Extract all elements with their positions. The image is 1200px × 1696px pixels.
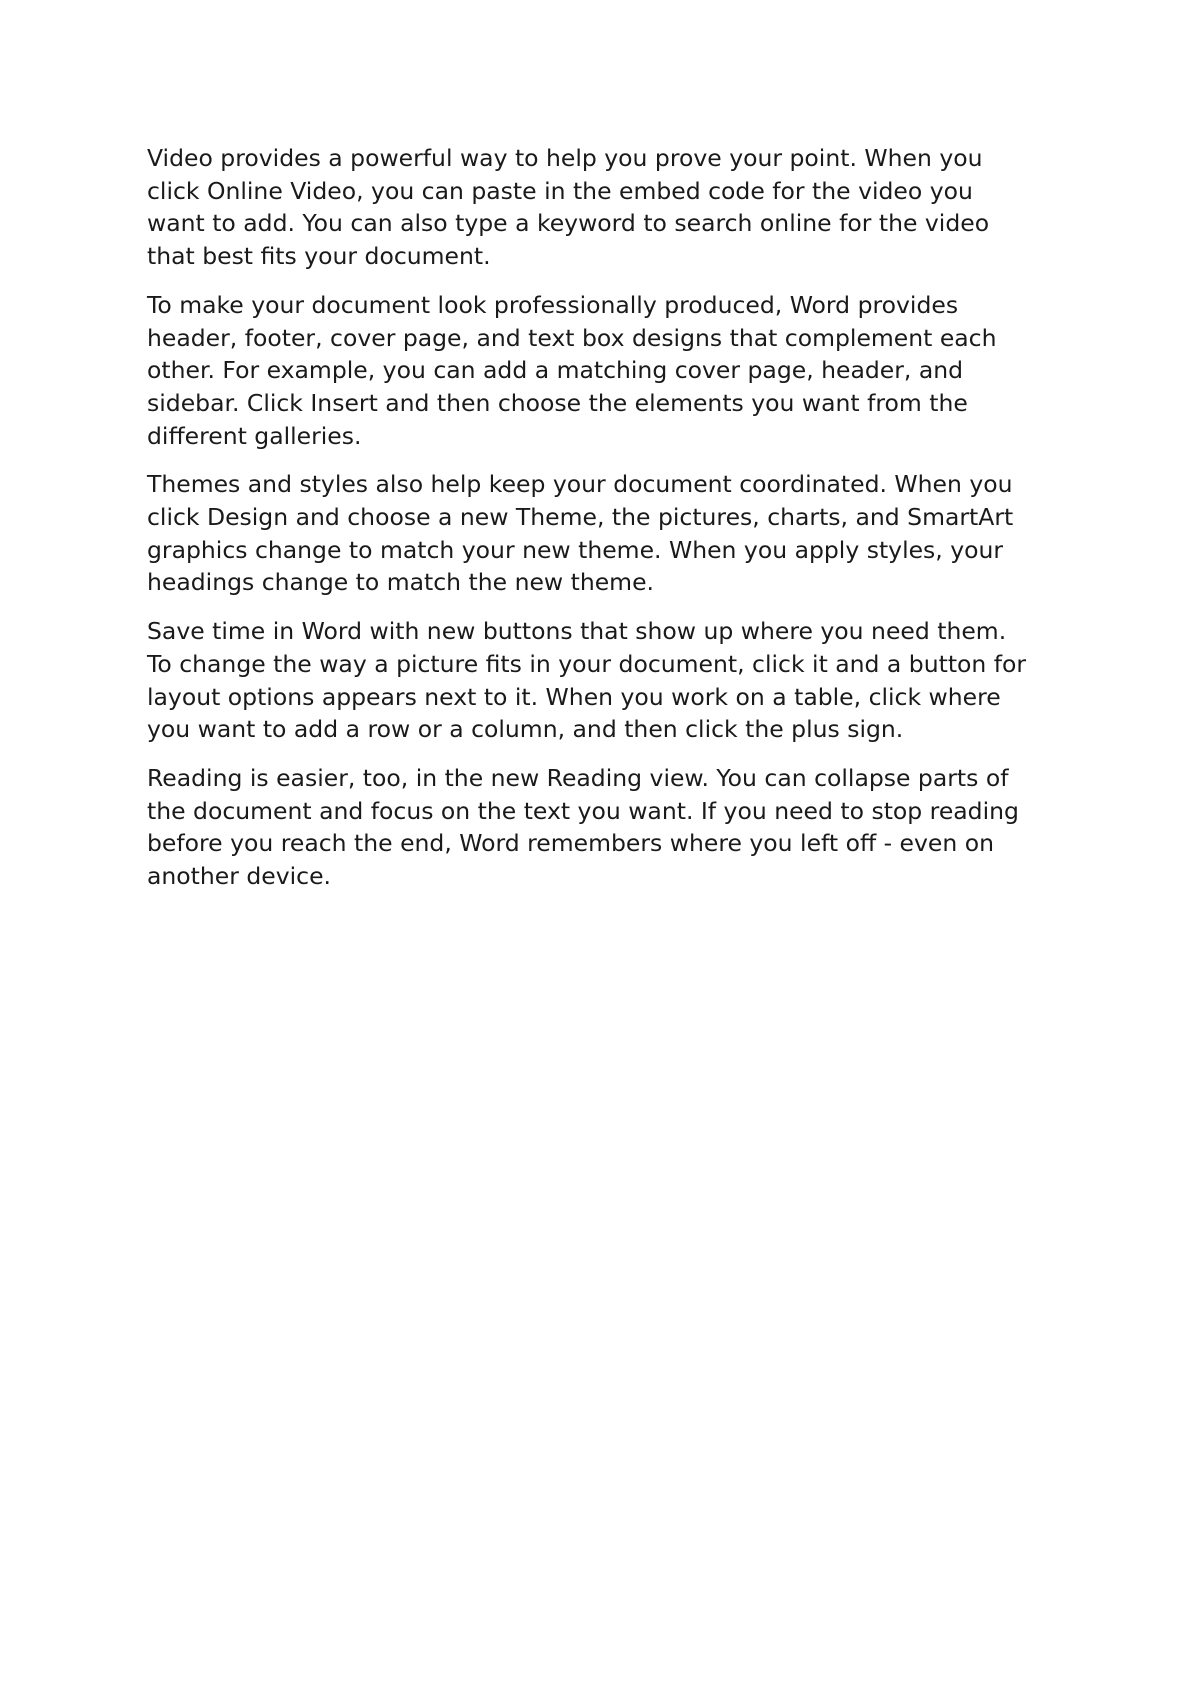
text-line: headings change to match the new theme. (147, 568, 654, 597)
text-line: Themes and styles also help keep your document coordinated. When you (147, 470, 1013, 499)
text-line: To make your document look professionally produced, Word provides (147, 290, 959, 319)
paragraph-themes (147, 468, 1077, 599)
text-line: click Online Video, you can paste in the embed code for the video you (147, 176, 973, 205)
text-line: Video provides a powerful way to help you prove your point. When you (147, 144, 983, 172)
text-line: you want to add a row or a column, and then click the plus sign. (147, 715, 904, 744)
text-line: the document and focus on the text you want. If you need to stop reading (147, 796, 1019, 825)
paragraph-reading (147, 762, 1077, 893)
text-line: Save time in Word with new buttons that show up where you need them. (147, 617, 1007, 646)
document-body (147, 142, 1077, 909)
paragraph-design (147, 289, 1077, 453)
text-line: another device. (147, 862, 332, 891)
text-line: Reading is easier, too, in the new Reading view. You can collapse parts of (147, 763, 1009, 792)
text-line: graphics change to match your new theme. When you apply styles, your (147, 535, 1004, 564)
text-line: different galleries. (147, 421, 362, 450)
paragraph-save-time (147, 615, 1077, 746)
text-line: other. For example, you can add a matching cover page, header, and (147, 356, 964, 385)
text-line: before you reach the end, Word remembers where you left off - even on (147, 829, 995, 858)
text-line: that best fits your document. (147, 242, 491, 271)
text-line: want to add. You can also type a keyword to search online for the video (147, 209, 990, 238)
paragraph-video (147, 142, 1077, 273)
text-line: To change the way a picture fits in your document, click it and a button for (147, 649, 1027, 678)
text-line: header, footer, cover page, and text box designs that complement each (147, 323, 997, 352)
text-line: click Design and choose a new Theme, the pictures, charts, and SmartArt (147, 503, 1014, 532)
text-line: layout options appears next to it. When you work on a table, click where (147, 682, 1001, 711)
text-line: sidebar. Click Insert and then choose the elements you want from the (147, 388, 968, 417)
